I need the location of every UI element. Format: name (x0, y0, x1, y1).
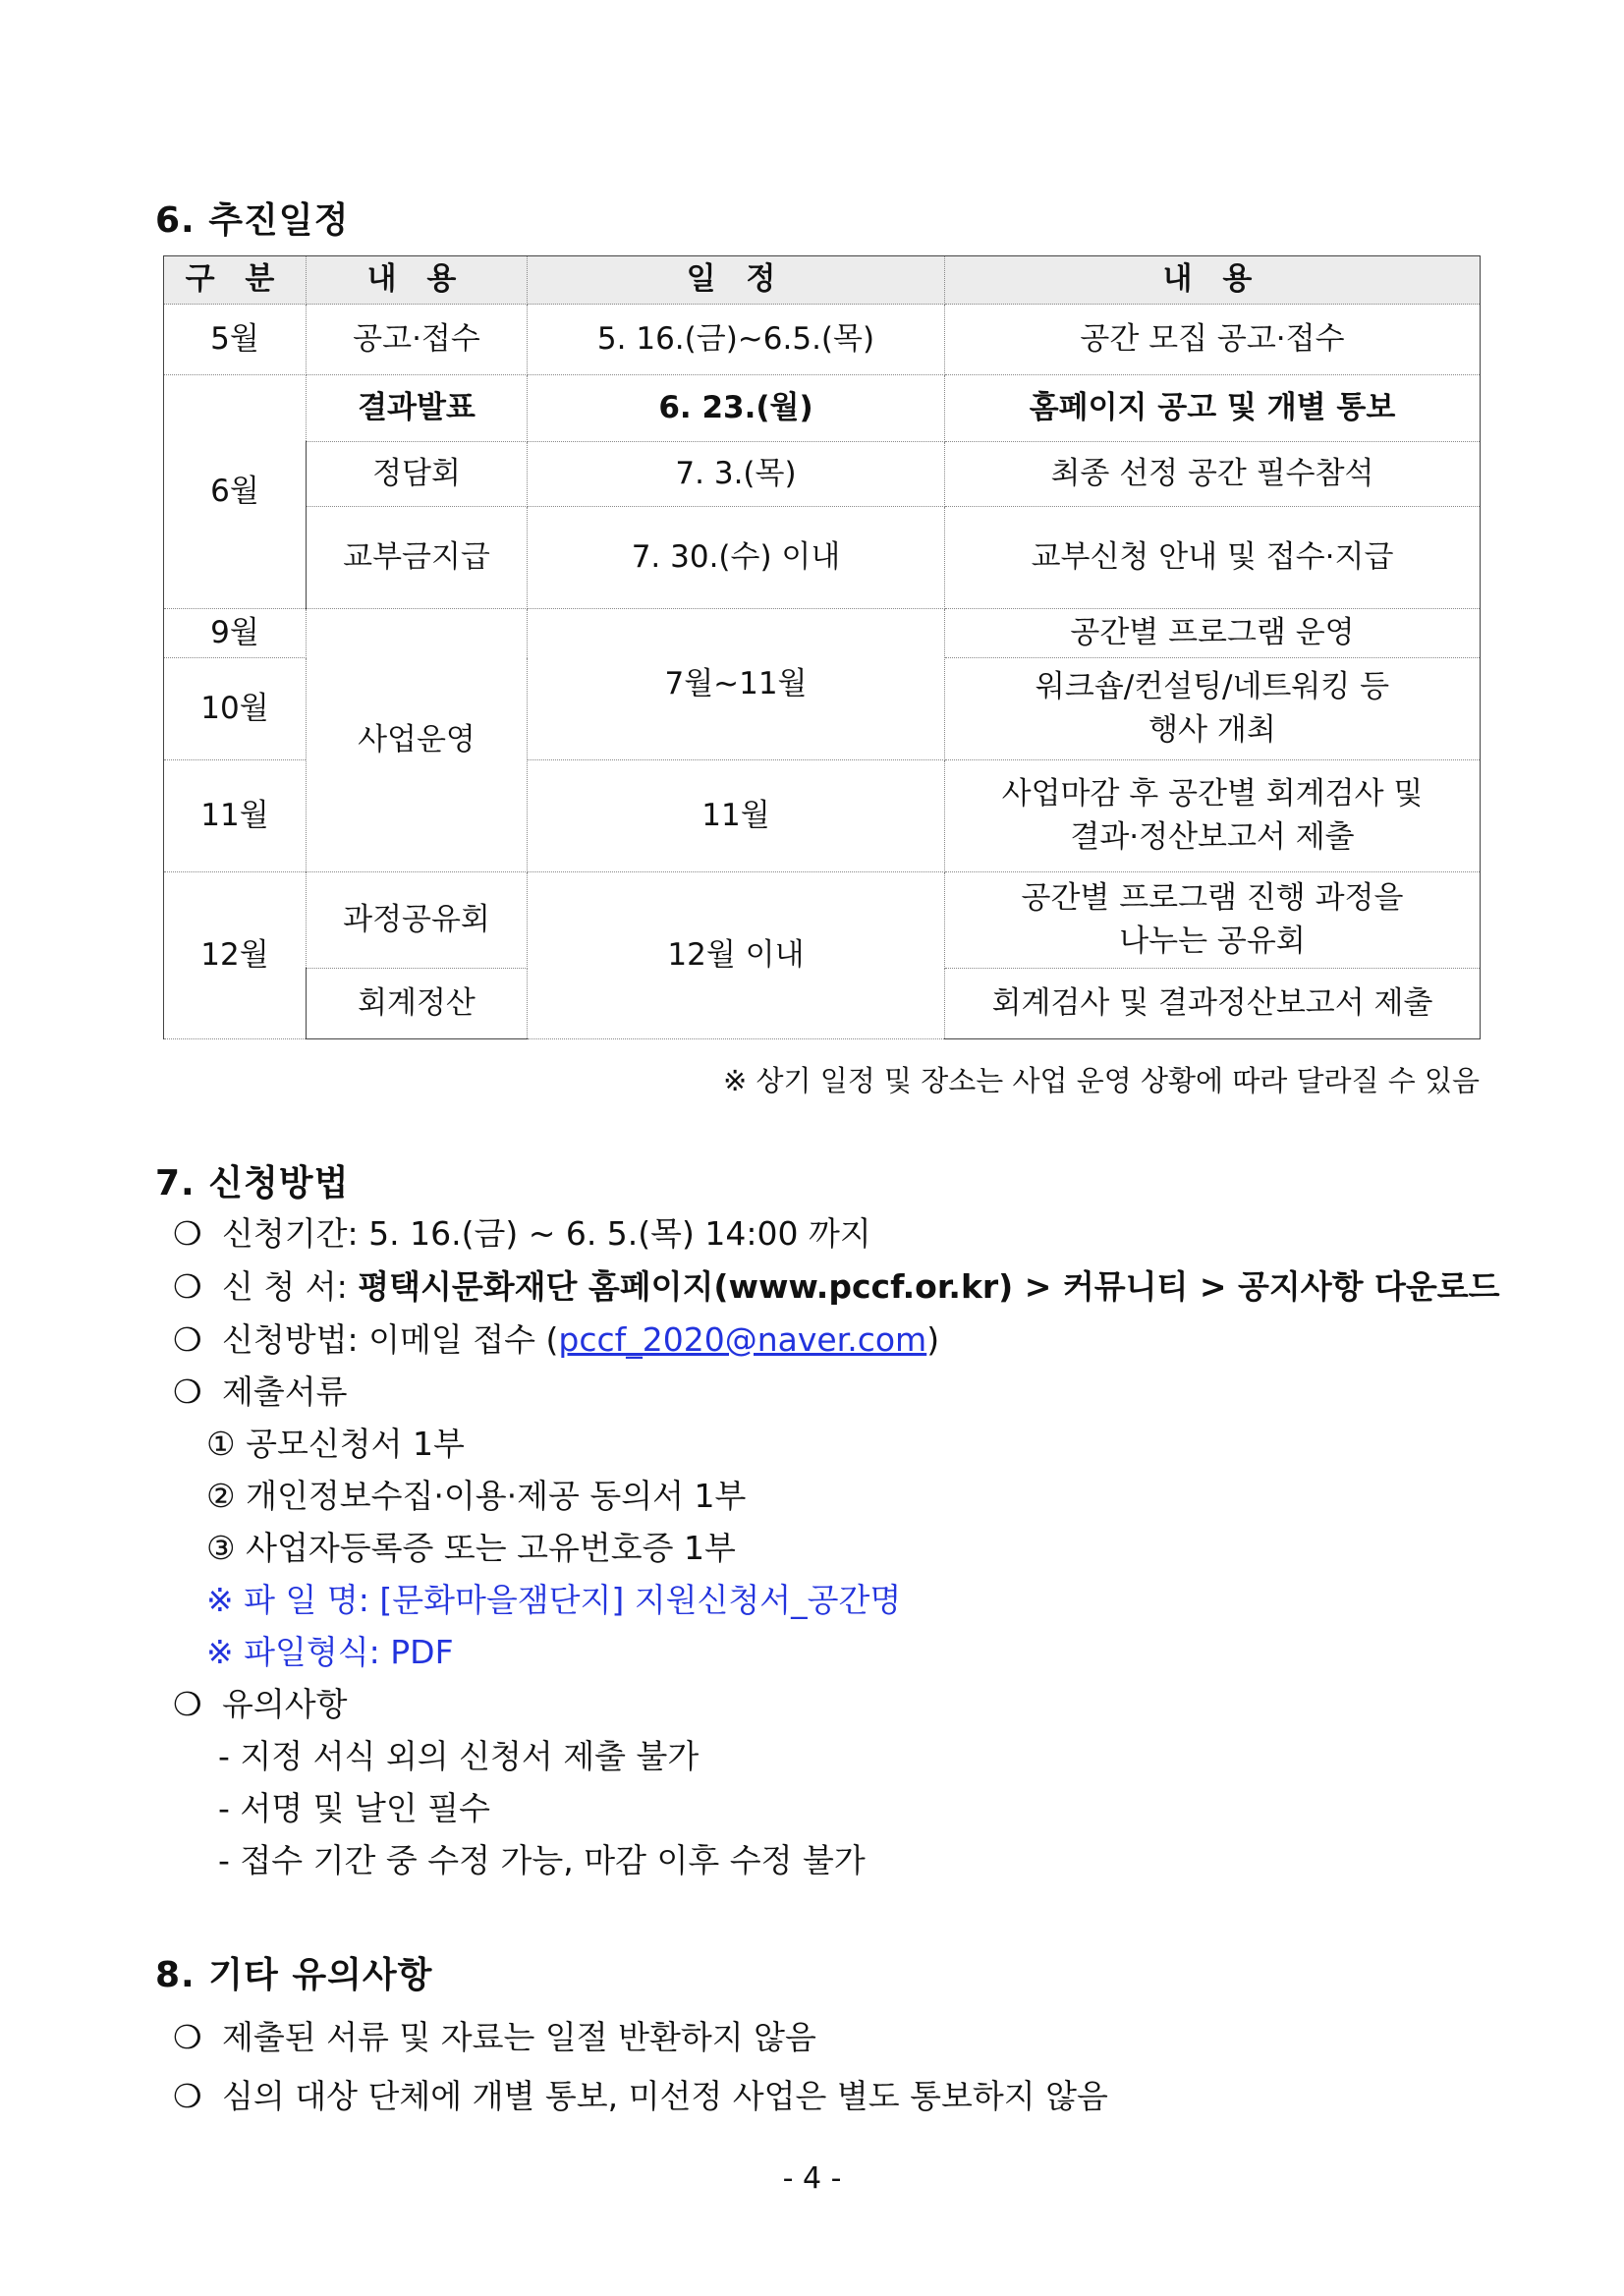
cell-date: 6. 23.(월) (528, 375, 945, 442)
cell-date: 11월 (528, 760, 945, 872)
schedule-note: ※ 상기 일정 및 장소는 사업 운영 상황에 따라 달라질 수 있음 (722, 1064, 1480, 1097)
method-close: ) (926, 1320, 940, 1359)
table-row (164, 305, 1481, 375)
cell-desc-line: 사업마감 후 공간별 회계검사 및 (1001, 776, 1424, 812)
other-note-item (173, 2012, 816, 2058)
cell-desc-line: 행사 개최 (1148, 711, 1276, 748)
method-label: 신청방법: 이메일 접수 ( (222, 1320, 559, 1359)
cell-desc: 교부신청 안내 및 접수·지급 (945, 507, 1481, 609)
table-row (164, 442, 1481, 507)
cell-task: 회계정산 (307, 969, 528, 1039)
table-header-row (164, 256, 1481, 305)
cell-desc: 홈페이지 공고 및 개별 통보 (945, 375, 1481, 442)
cell-date: 7. 30.(수) 이내 (528, 507, 945, 609)
caution-item: - 접수 기간 중 수정 가능, 마감 이후 수정 불가 (218, 1841, 866, 1879)
cell-desc: 공간별 프로그램 운영 (945, 609, 1481, 658)
file-name-note: ※ 파 일 명: [문화마을잼단지] 지원신청서_공간명 (206, 1581, 902, 1619)
documents-title: 제출서류 (222, 1372, 348, 1411)
cell-desc-line: 공간별 프로그램 진행 과정을 (1021, 880, 1404, 917)
cell-date: 12월 이내 (528, 872, 945, 1039)
cell-desc-line: 워크숍/컨설팅/네트워킹 등 (1035, 669, 1390, 705)
cell-task: 결과발표 (307, 375, 528, 442)
page-number: - 4 - (782, 2161, 842, 2196)
header-category: 구 분 (164, 256, 307, 305)
bullet-icon: ❍ (173, 2018, 202, 2056)
cell-desc (945, 872, 1481, 969)
table-row (164, 507, 1481, 609)
form-value: 평택시문화재단 홈페이지(www.pccf.or.kr) > 커뮤니티 > 공지사항 다운로드 (358, 1267, 1500, 1306)
document-item: ③ 사업자등록증 또는 고유번호증 1부 (206, 1529, 736, 1567)
section-6-title: 6. 추진일정 (155, 200, 350, 241)
application-form (173, 1261, 1500, 1308)
cell-task: 과정공유회 (307, 872, 528, 969)
bullet-icon: ❍ (173, 2077, 202, 2115)
cell-desc-line: 나누는 공유회 (1119, 923, 1306, 959)
header-schedule: 일 정 (528, 256, 945, 305)
document-item: ① 공모신청서 1부 (206, 1425, 465, 1463)
file-format-note: ※ 파일형식: PDF (206, 1633, 454, 1671)
bullet-icon: ❍ (173, 1372, 202, 1411)
other-note-text: 심의 대상 단체에 개별 통보, 미선정 사업은 별도 통보하지 않음 (222, 2077, 1108, 2115)
other-note-text: 제출된 서류 및 자료는 일절 반환하지 않음 (222, 2018, 816, 2056)
bullet-icon: ❍ (173, 1267, 202, 1306)
cell-task: 사업운영 (307, 609, 528, 872)
application-method (173, 1315, 939, 1361)
other-note-item (173, 2071, 1108, 2117)
bullet-icon: ❍ (173, 1214, 202, 1253)
cell-desc (945, 658, 1481, 760)
cell-date: 7. 3.(목) (528, 442, 945, 507)
cell-task: 공고·접수 (307, 305, 528, 375)
cell-date: 5. 16.(금)~6.5.(목) (528, 305, 945, 375)
documents-heading (173, 1367, 348, 1413)
schedule-table (163, 255, 1481, 1039)
section-8-title: 8. 기타 유의사항 (155, 1955, 433, 1995)
application-period (173, 1208, 871, 1255)
form-label: 신 청 서: (222, 1267, 359, 1306)
section-7-title: 7. 신청방법 (155, 1163, 350, 1204)
caution-item: - 서명 및 날인 필수 (218, 1789, 491, 1827)
cell-month: 9월 (164, 609, 307, 658)
table-row (164, 375, 1481, 442)
email-link[interactable]: pccf_2020@naver.com (558, 1320, 927, 1359)
bullet-icon: ❍ (173, 1320, 202, 1359)
cell-date: 7월~11월 (528, 609, 945, 760)
cautions-title: 유의사항 (222, 1685, 348, 1723)
cell-month: 11월 (164, 760, 307, 872)
bullet-icon: ❍ (173, 1685, 202, 1723)
cell-task: 교부금지급 (307, 507, 528, 609)
cell-task: 정담회 (307, 442, 528, 507)
header-detail: 내 용 (945, 256, 1481, 305)
period-text: 신청기간: 5. 16.(금) ~ 6. 5.(목) 14:00 까지 (222, 1214, 871, 1253)
cell-month: 10월 (164, 658, 307, 760)
document-item: ② 개인정보수집·이용·제공 동의서 1부 (206, 1477, 747, 1515)
cell-desc: 최종 선정 공간 필수참석 (945, 442, 1481, 507)
cell-month: 6월 (164, 375, 307, 609)
cell-desc: 공간 모집 공고·접수 (945, 305, 1481, 375)
table-row (164, 609, 1481, 658)
table-row (164, 872, 1481, 969)
caution-item: - 지정 서식 외의 신청서 제출 불가 (218, 1737, 700, 1775)
cell-desc: 회계검사 및 결과정산보고서 제출 (945, 969, 1481, 1039)
cell-desc (945, 760, 1481, 872)
cautions-heading (173, 1679, 348, 1725)
cell-month: 12월 (164, 872, 307, 1039)
header-content: 내 용 (307, 256, 528, 305)
cell-month: 5월 (164, 305, 307, 375)
cell-desc-line: 결과·정산보고서 제출 (1070, 818, 1355, 855)
